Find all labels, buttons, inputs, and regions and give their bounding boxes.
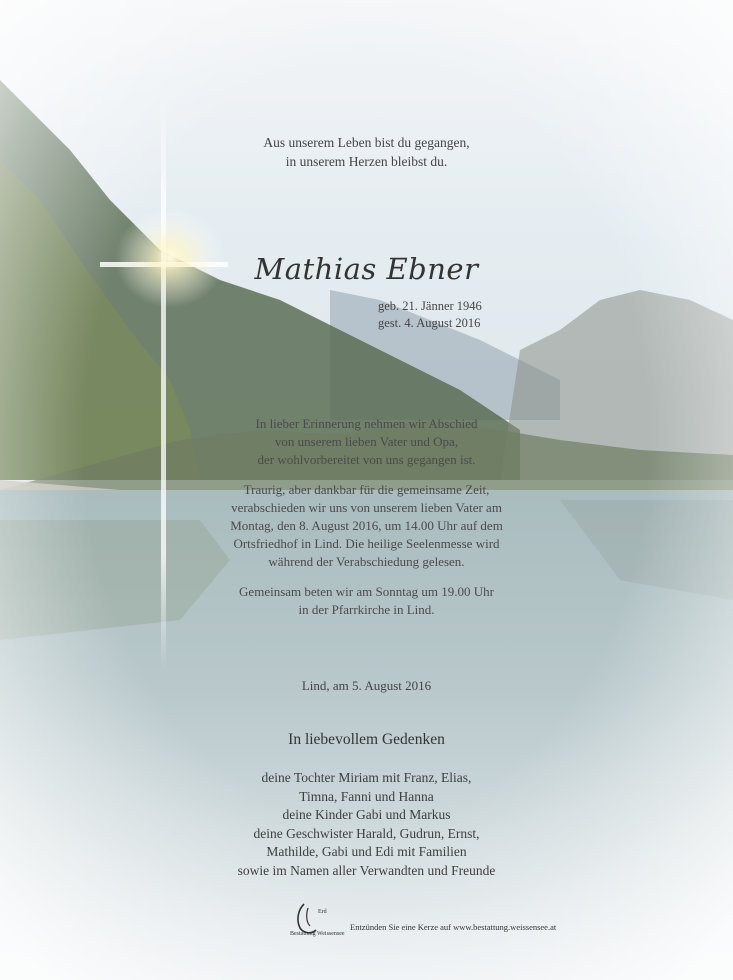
family-list <box>0 769 733 880</box>
remembrance-paragraph <box>0 415 733 469</box>
paragraph-line: der wohlvorbereitet von uns gegangen ist. <box>257 452 476 467</box>
family-line: deine Kinder Gabi und Markus <box>282 807 451 822</box>
paragraph-line: Gemeinsam beten wir am Sonntag um 19.00 Uhr <box>239 584 494 599</box>
place-date: Lind, am 5. August 2016 <box>301 678 432 693</box>
paragraph-line: verabschieden wir uns von unserem lieben Vater am <box>231 500 502 515</box>
paragraph-line: Montag, den 8. August 2016, um 14.00 Uhr auf dem <box>230 518 503 533</box>
funeral-paragraph <box>0 481 733 571</box>
family-line: deine Tochter Miriam mit Franz, Elias, <box>261 770 472 785</box>
logo-text-top: Erd <box>318 909 327 915</box>
paragraph-line: in der Pfarrkirche in Lind. <box>298 602 435 617</box>
motto-line-1: Aus unserem Leben bist du gegangen, <box>263 135 470 150</box>
logo-text-bottom: Bestattung Weissensee <box>290 931 345 937</box>
gedenken-heading: In liebevollem Gedenken <box>288 731 445 748</box>
paragraph-line: In lieber Erinnerung nehmen wir Abschied <box>255 416 478 431</box>
deceased-name: Mathias Ebner <box>254 252 479 286</box>
motto-line-2: in unserem Herzen bleibst du. <box>285 154 448 169</box>
paragraph-line: Traurig, aber dankbar für die gemeinsame Zeit, <box>243 482 490 497</box>
paragraph-line: Ortsfriedhof in Lind. Die heilige Seelenmesse wird <box>233 536 500 551</box>
family-line: deine Geschwister Harald, Gudrun, Ernst, <box>253 825 480 841</box>
birth-date: geb. 21. Jänner 1946 <box>378 299 482 313</box>
funeral-home-logo[interactable] <box>286 900 348 942</box>
life-dates <box>378 298 482 332</box>
candle-link[interactable]: Entzünden Sie eine Kerze auf www.bestattung.weissensee.at <box>350 922 557 932</box>
family-line: Timna, Fanni und Hanna <box>299 788 434 804</box>
paragraph-line: während der Verabschiedung gelesen. <box>268 554 465 569</box>
motto <box>0 133 733 171</box>
footer <box>286 900 556 942</box>
paragraph-line: von unserem lieben Vater und Opa, <box>274 434 459 449</box>
family-line: sowie im Namen aller Verwandten und Freunde <box>237 862 496 878</box>
family-line: Mathilde, Gabi und Edi mit Familien <box>266 844 467 859</box>
prayer-paragraph <box>0 583 733 619</box>
death-date: gest. 4. August 2016 <box>378 316 481 330</box>
